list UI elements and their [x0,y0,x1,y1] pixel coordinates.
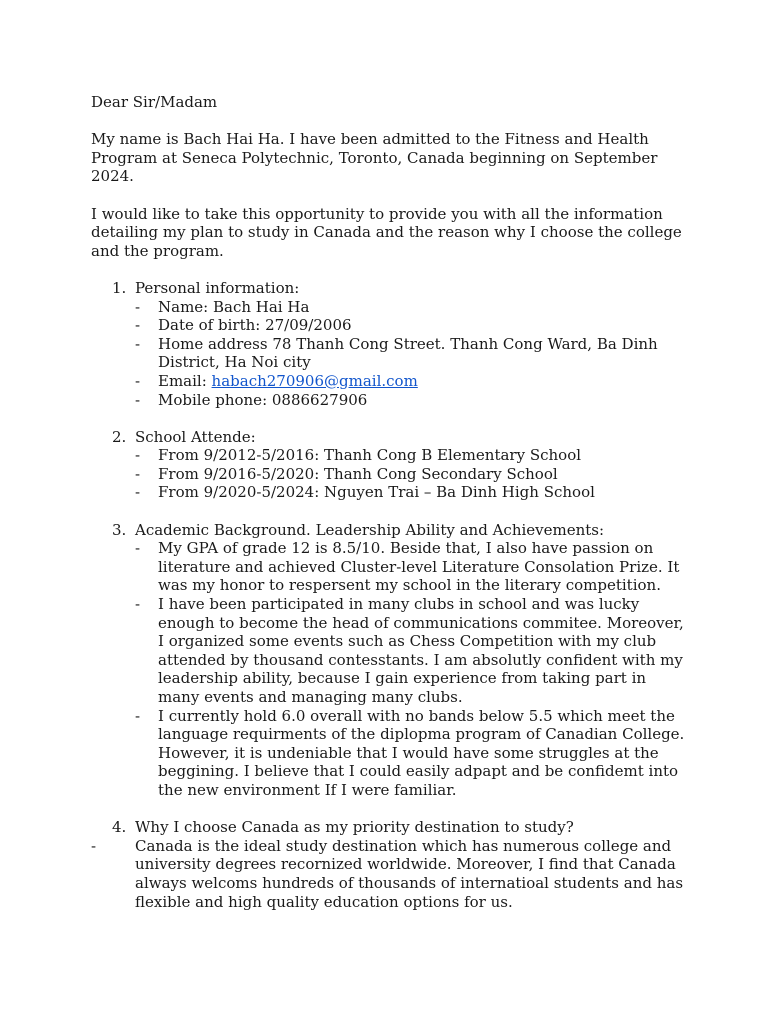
list-item-text: Name: Bach Hai Ha [158,297,310,316]
section-heading [112,428,691,447]
section-number: 4. [112,818,127,837]
list-item-text: Home address 78 Thanh Cong Street. Thanh Cong Ward, Ba Dinh District, Ha Noi city [158,334,658,372]
list-item-text: Mobile phone: 0886627906 [158,390,368,409]
bullet-dash: - [135,316,141,335]
list-item [135,595,691,707]
section-heading [112,521,691,540]
bullet-dash: - [135,297,141,316]
section-title: School Attende: [135,427,256,446]
section-number: 2. [112,427,127,446]
bullet-dash: - [135,464,141,483]
section-why-canada [91,818,691,911]
section-heading [112,279,691,298]
bullet-dash: - [135,334,141,353]
bullet-list [135,446,691,502]
list-item-text: My GPA of grade 12 is 8.5/10. Beside that, I also have passion on literature and achieved Cluster-level Literature Consolation Prize. It was my honor to respersent my school in the literary competition. [158,539,680,595]
section-personal-information [91,279,691,409]
email-label: Email: [158,371,212,390]
list-item [135,539,691,595]
section-title: Why I choose Canada as my priority destination to study? [135,818,574,837]
bullet-dash: - [135,390,141,409]
list-item [91,837,691,911]
list-item-text: From 9/2016-5/2020: Thanh Cong Secondary School [158,464,558,483]
list-item [135,298,691,317]
list-item [135,465,691,484]
bullet-list [135,539,691,799]
list-item [135,483,691,502]
list-item [135,446,691,465]
bullet-dash: - [135,371,141,390]
list-item [135,391,691,410]
bullet-dash: - [91,836,97,855]
section-school-attended [91,428,691,502]
list-item [135,707,691,800]
email-link[interactable]: habach270906@gmail.com [211,371,418,390]
section-number: 3. [112,520,127,539]
bullet-dash: - [135,595,141,614]
list-item [135,335,691,372]
list-item-text: I have been participated in many clubs in school and was lucky enough to become the head of communications commitee. Moreover, I organized some events such as Chess Competition with my club attended by thousand contesstants. I am absolutly confident with my leadership ability, because I gain experience from taking part in many events and managing many clubs. [158,595,684,706]
bullet-list [135,298,691,410]
bullet-dash: - [135,706,141,725]
list-item-email [135,372,691,391]
bullet-list [91,837,691,911]
list-item-text [158,372,691,391]
list-item-text: From 9/2020-5/2024: Nguyen Trai – Ba Dinh High School [158,483,595,502]
section-title: Personal information: [135,278,300,297]
bullet-dash: - [135,539,141,558]
bullet-dash: - [135,446,141,465]
intro-paragraph: My name is Bach Hai Ha. I have been admitted to the Fitness and Health Program at Seneca Polytechnic, Toronto, Canada beginning on September 2024. [91,130,658,186]
section-academic-background [91,521,691,800]
section-heading [112,818,691,837]
list-item [135,316,691,335]
letter-body [91,93,691,930]
list-item-text: From 9/2012-5/2016: Thanh Cong B Elementary School [158,446,582,465]
section-title: Academic Background. Leadership Ability and Achievements: [135,520,605,539]
purpose-paragraph: I would like to take this opportunity to provide you with all the information detailing my plan to study in Canada and the reason why I choose the college and the program. [91,204,682,260]
bullet-dash: - [135,483,141,502]
salutation: Dear Sir/Madam [91,93,218,111]
list-item-text: Date of birth: 27/09/2006 [158,316,352,335]
list-item-text: I currently hold 6.0 overall with no bands below 5.5 which meet the language requirments of the diplopma program of Canadian College. However, it is undeniable that I would have some struggles at the beggining. I believe that I could easily adpapt and be confidemt into the new environment If I were familiar. [158,706,685,799]
section-number: 1. [112,278,127,297]
list-item-text: Canada is the ideal study destination which has numerous college and university degrees recornized worldwide. Moreover, I find that Canada always welcoms hundreds of thousands of internatioal students and has flexible and high quality education options for us. [135,836,684,911]
